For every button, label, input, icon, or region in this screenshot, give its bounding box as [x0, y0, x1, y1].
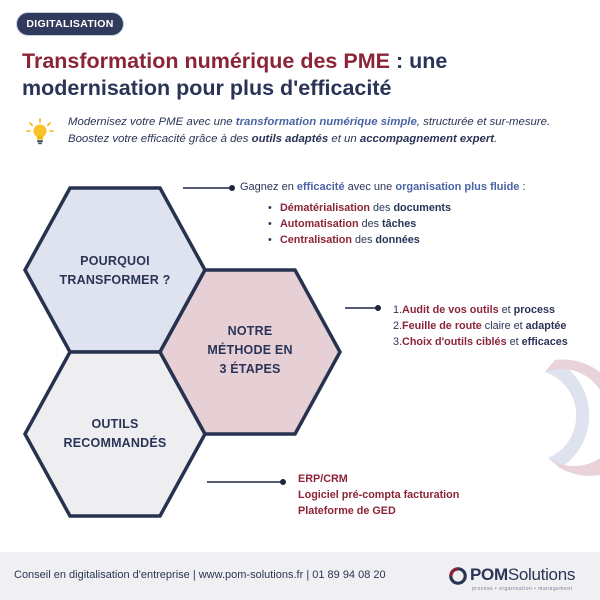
list-item: Logiciel pré-compta facturation — [298, 489, 460, 501]
logo-wordmark — [470, 565, 575, 585]
intro-text-4: . — [494, 133, 498, 145]
item-end: données — [375, 234, 420, 246]
item-end: tâches — [382, 218, 417, 230]
item-end: process — [513, 304, 556, 316]
item-end: adaptée — [525, 320, 567, 332]
decorative-cycle-icon — [545, 360, 600, 476]
lead-text-c: avec une — [344, 181, 396, 193]
company-logo[interactable] — [448, 563, 588, 593]
item-strong: Centralisation — [280, 234, 352, 246]
list-item — [393, 334, 568, 350]
item-mid: des — [370, 202, 394, 214]
list-item — [268, 232, 451, 248]
intro-highlight-2: outils adaptés — [251, 133, 329, 145]
footer-contact: Conseil en digitalisation d'entreprise | www.pom-solutions.fr | 01 89 94 08 20 — [14, 569, 386, 581]
hex-outils-line1: OUTILS — [91, 417, 139, 431]
intro-highlight-3: accompagnement expert — [359, 133, 495, 145]
hex-outils-line2: RECOMMANDÉS — [63, 436, 167, 450]
intro-text-3: et un — [328, 133, 360, 145]
item-mid: des — [352, 234, 376, 246]
lead-text-b: efficacité — [296, 181, 345, 193]
step-number: 2. — [393, 320, 403, 332]
title-accent: Transformation numérique des PME — [22, 49, 390, 73]
item-strong: Automatisation — [280, 218, 359, 230]
item-end: efficaces — [521, 336, 568, 348]
item-end: documents — [393, 202, 452, 214]
list-item — [268, 216, 451, 232]
item-strong: Feuille de route — [402, 320, 482, 332]
list-item: ERP/CRM — [298, 473, 348, 485]
item-strong: Audit de vos outils — [402, 304, 499, 316]
section1-lead — [240, 181, 526, 193]
intro-text-2: , structurée et sur-mesure. Boostez votre efficacité grâce à des — [68, 116, 551, 145]
lead-text-a: Gagnez en — [240, 181, 297, 193]
list-item — [393, 318, 568, 334]
item-mid: et — [506, 336, 522, 348]
logo-ring-icon — [448, 566, 468, 586]
item-mid: des — [358, 218, 382, 230]
hex-methode-line2: MÉTHODE EN — [207, 343, 293, 357]
item-mid: et — [498, 304, 514, 316]
list-item — [268, 200, 451, 216]
tools-list — [298, 471, 459, 519]
logo-tagline: process • organisation • management — [472, 586, 573, 592]
logo-bold: POM — [470, 565, 508, 584]
method-steps-list — [393, 302, 568, 350]
step-number: 1. — [393, 304, 403, 316]
hex-methode-line1: NOTRE — [227, 324, 273, 338]
logo-rest: Solutions — [507, 565, 576, 584]
intro-highlight-1: transformation numérique simple — [235, 116, 417, 128]
hex-pourquoi-line1: POURQUOI — [80, 254, 150, 268]
hexagon-label-methode — [175, 322, 325, 379]
benefits-list — [268, 200, 451, 248]
list-item: Plateforme de GED — [298, 505, 396, 517]
connector-dot-1 — [229, 185, 235, 191]
step-number: 3. — [393, 336, 403, 348]
list-item — [393, 302, 568, 318]
item-strong: Choix d'outils ciblés — [402, 336, 507, 348]
hex-pourquoi-line2: TRANSFORMER ? — [59, 273, 171, 287]
category-tag: DIGITALISATION — [16, 12, 124, 36]
lead-text-e: : — [519, 181, 526, 193]
hexagon-label-pourquoi — [40, 252, 190, 290]
item-mid: claire et — [481, 320, 526, 332]
connector-dot-2 — [375, 305, 381, 311]
hexagon-label-outils — [40, 415, 190, 453]
connector-dot-3 — [280, 479, 286, 485]
title-rest: : une modernisation pour plus d'efficacité — [22, 49, 448, 100]
hex-methode-line3: 3 ÉTAPES — [219, 362, 281, 376]
item-strong: Dématérialisation — [280, 202, 371, 214]
lead-text-d: organisation plus fluide — [395, 181, 520, 193]
intro-text-1: Modernisez votre PME avec une — [68, 116, 236, 128]
footer — [0, 552, 600, 600]
